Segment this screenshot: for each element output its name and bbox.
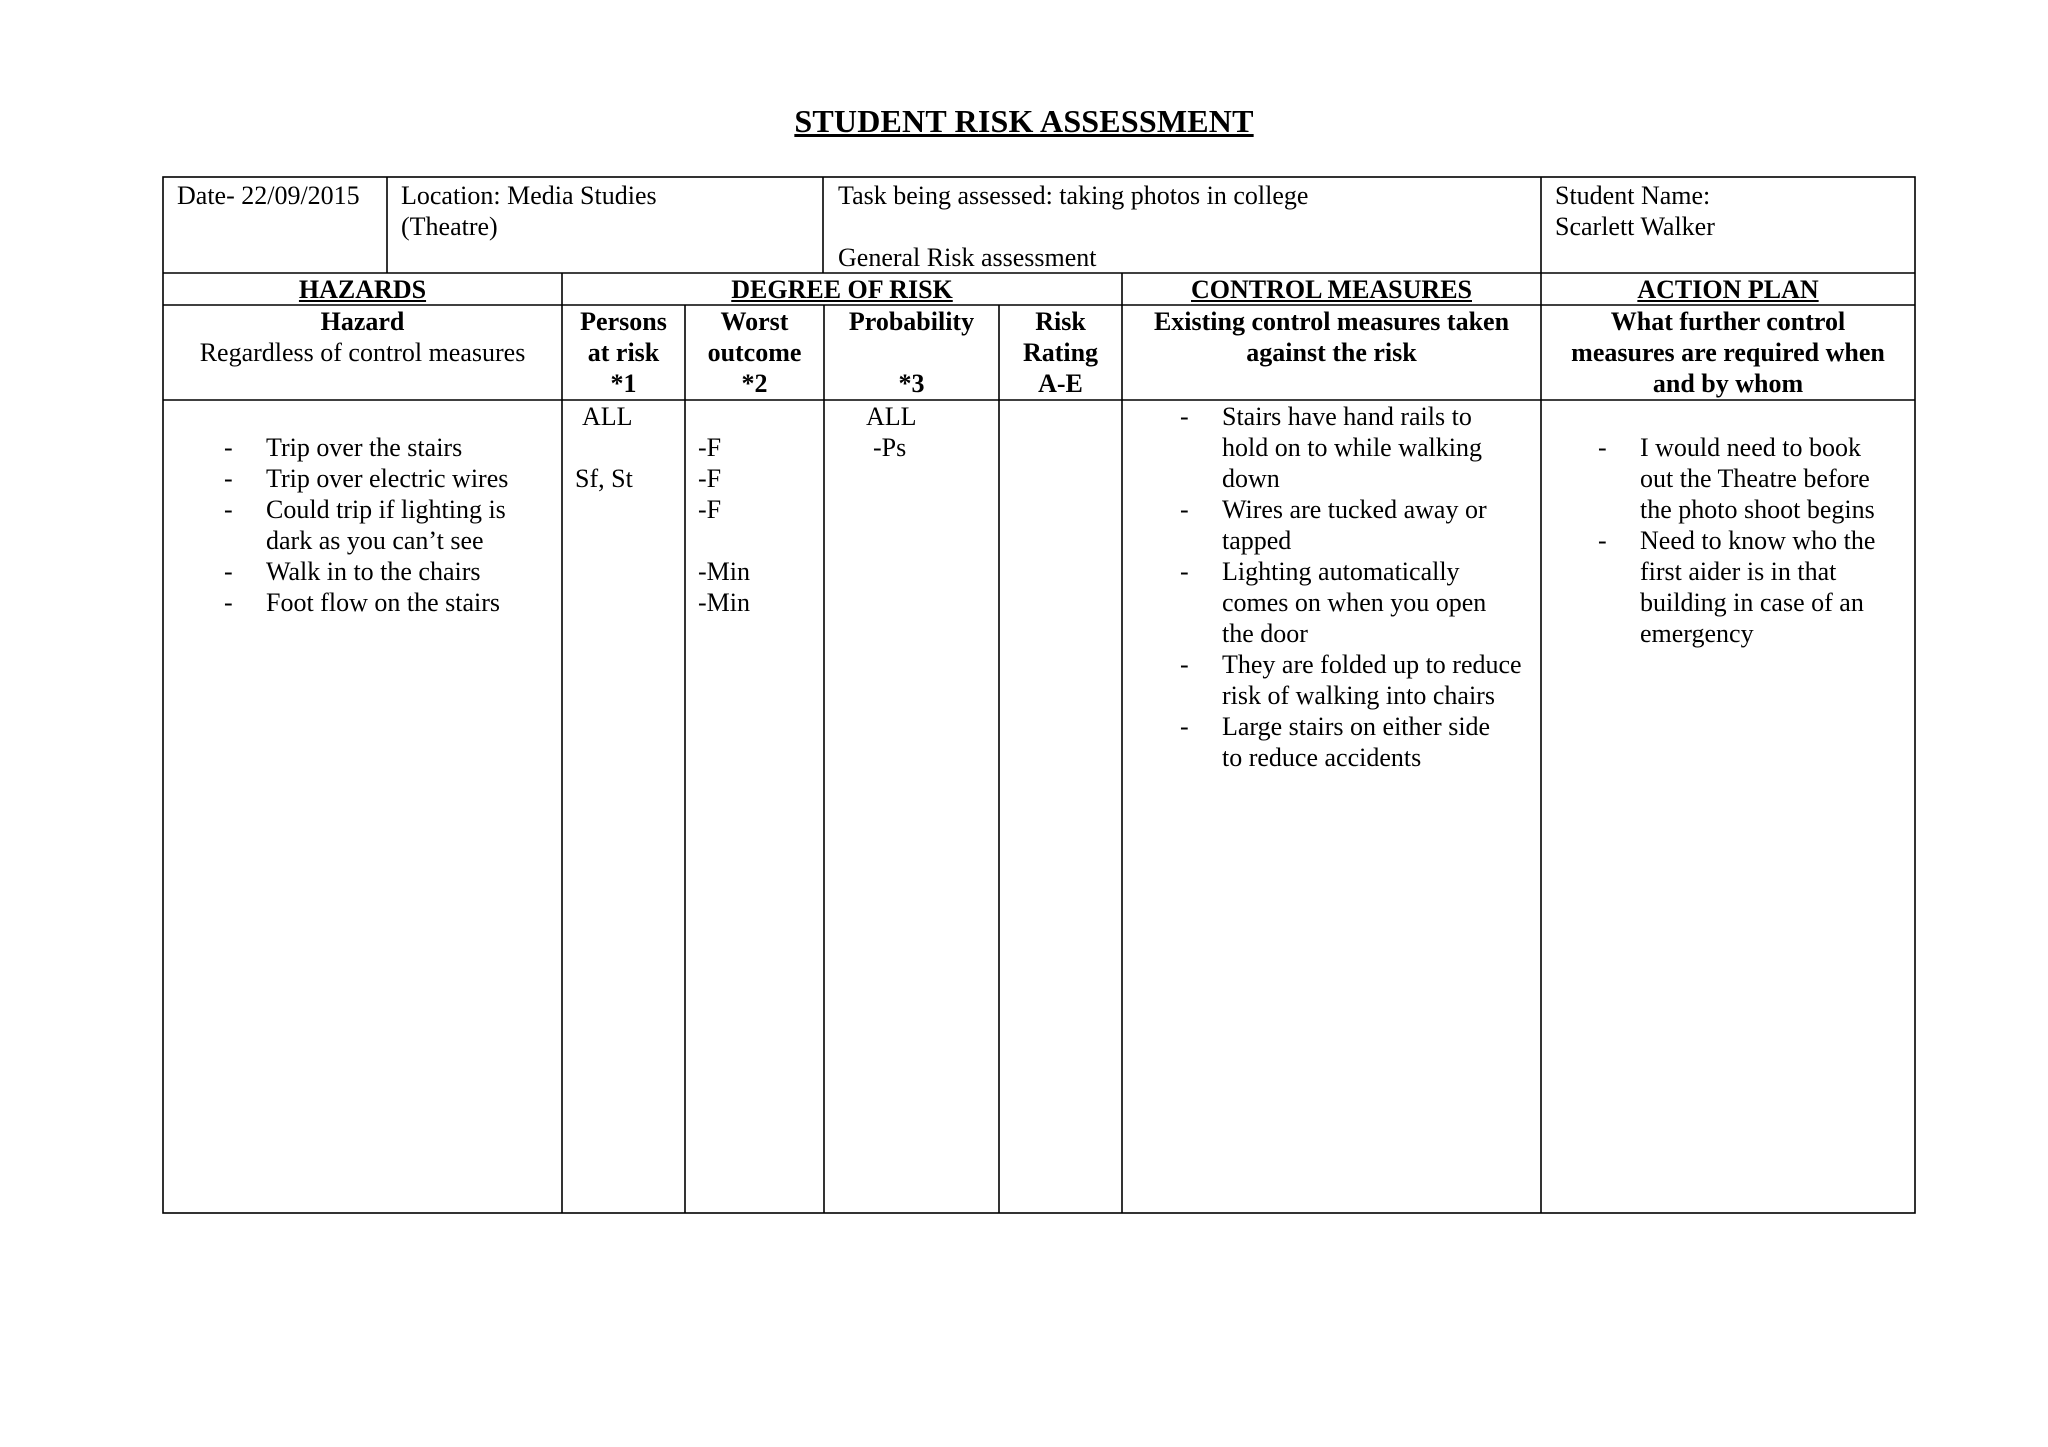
- list-item: - Could trip if lighting is dark as you can’t see: [224, 494, 516, 556]
- column-header-worst-outcome: Worst outcome *2: [707, 307, 802, 398]
- list-item: - Large stairs on either side to reduce accidents: [1180, 711, 1504, 773]
- column-header-action-plan: What further control measures are required when and by whom: [1571, 307, 1885, 398]
- probability-value: ALL: [866, 402, 917, 431]
- list-item: - Lighting automatically comes on when you open the door: [1180, 556, 1504, 649]
- page-title: STUDENT RISK ASSESSMENT: [794, 103, 1254, 139]
- worst-outcome-value: -F: [698, 433, 722, 462]
- list-item: - Walk in to the chairs: [224, 556, 529, 587]
- hazard-header-title: Hazard: [320, 307, 405, 336]
- list-item: - Need to know who the first aider is in that building in case of an emergency: [1598, 525, 1888, 649]
- column-header-control-measures: Existing control measures taken against the risk: [1153, 307, 1510, 367]
- column-header-probability: Probability *3: [848, 307, 975, 398]
- student-name-label: Student Name:: [1555, 181, 1711, 210]
- list-item: - Stairs have hand rails to hold on to while walking down: [1180, 401, 1504, 494]
- column-header-persons: Persons at risk *1: [580, 307, 667, 398]
- section-action-plan: ACTION PLAN: [1637, 275, 1819, 304]
- control-measures-list: [1180, 401, 1520, 773]
- probability-value: -Ps: [873, 433, 907, 462]
- persons-at-risk-value: Sf, St: [575, 464, 633, 493]
- list-item: - They are folded up to reduce risk of walking into chairs: [1180, 649, 1522, 711]
- list-item: - Wires are tucked away or tapped: [1180, 494, 1504, 556]
- list-item: - Trip over electric wires: [224, 463, 529, 494]
- list-item: - Foot flow on the stairs: [224, 587, 529, 618]
- worst-outcome-value: -Min: [698, 557, 750, 586]
- worst-outcome-value: -Min: [698, 588, 750, 617]
- hazard-list: [224, 432, 529, 618]
- section-hazards: HAZARDS: [298, 275, 427, 304]
- list-item: - I would need to book out the Theatre before the photo shoot begins: [1598, 432, 1888, 525]
- section-control-measures: CONTROL MEASURES: [1191, 275, 1472, 304]
- column-header-hazard: [163, 306, 562, 368]
- student-name: Scarlett Walker: [1555, 212, 1715, 241]
- task-field: Task being assessed: taking photos in college: [838, 181, 1309, 210]
- action-plan-list: [1598, 432, 1898, 649]
- location-field: Location: Media Studies: [401, 181, 657, 210]
- persons-at-risk-value: ALL: [582, 402, 633, 431]
- section-degree-of-risk: DEGREE OF RISK: [731, 275, 953, 304]
- date-field: Date- 22/09/2015: [177, 181, 360, 210]
- column-header-risk-rating: Risk Rating A-E: [1022, 307, 1099, 398]
- location-detail: (Theatre): [401, 212, 498, 241]
- hazard-header-subtitle: Regardless of control measures: [199, 338, 526, 367]
- worst-outcome-value: -F: [698, 464, 722, 493]
- list-item: - Trip over the stairs: [224, 432, 529, 463]
- worst-outcome-value: -F: [698, 495, 722, 524]
- task-type: General Risk assessment: [838, 243, 1097, 272]
